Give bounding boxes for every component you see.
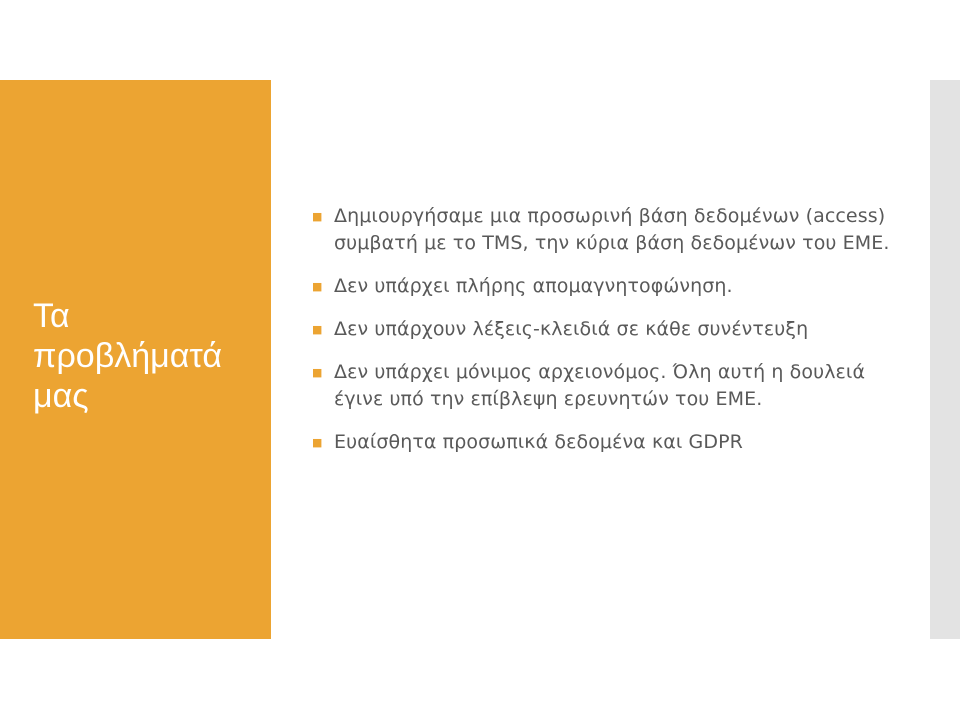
slide-title: Τα προβλήματά μας xyxy=(33,297,223,415)
bullet-item xyxy=(310,429,910,456)
bullet-item xyxy=(310,273,910,300)
bullet-text: Δημιουργήσαμε μια προσωρινή βάση δεδομένων (access) συμβατή με το TMS, την κύρια βάση δεδομένων του ΕΜΕ. xyxy=(334,205,890,254)
square-bullet-icon: ■ xyxy=(312,366,323,379)
square-bullet-icon: ■ xyxy=(312,280,323,293)
bullet-list xyxy=(310,203,910,472)
square-bullet-icon: ■ xyxy=(312,323,323,336)
bullet-item xyxy=(310,359,910,413)
bullet-text: Δεν υπάρχουν λέξεις-κλειδιά σε κάθε συνέντευξη xyxy=(334,318,809,340)
bullet-item xyxy=(310,203,910,257)
bullet-text: Δεν υπάρχει πλήρης απομαγνητοφώνηση. xyxy=(334,275,733,297)
bullet-text: Δεν υπάρχει μόνιμος αρχειονόμος. Όλη αυτή η δουλειά έγινε υπό την επίβλεψη ερευνητών του ΕΜΕ. xyxy=(334,361,866,410)
square-bullet-icon: ■ xyxy=(312,436,323,449)
bullet-item xyxy=(310,316,910,343)
square-bullet-icon: ■ xyxy=(312,210,323,223)
right-decorative-strip xyxy=(930,80,960,639)
bullet-text: Ευαίσθητα προσωπικά δεδομένα και GDPR xyxy=(334,431,743,453)
